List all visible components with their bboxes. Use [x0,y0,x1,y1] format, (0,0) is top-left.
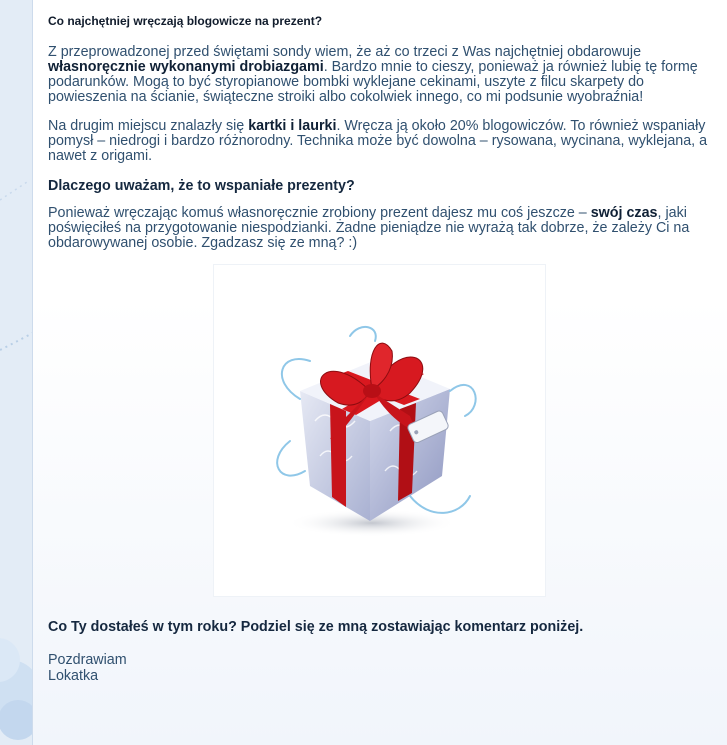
bold-phrase: własnoręcznie wykonanymi drobiazgami [48,59,324,75]
gift-image [214,265,545,596]
bold-phrase: swój czas [590,205,658,221]
bold-phrase: kartki i laurki [248,118,337,134]
post-heading: Co najchętniej wręczają blogowicze na prezent? [48,14,323,28]
gift-box-icon [260,311,500,551]
blog-post [32,0,727,745]
comment-question: Co Ty dostałeś w tym roku? Podziel się ze mną zostawiając komentarz poniżej. [48,619,584,635]
author-name: Lokatka [48,668,99,684]
signature [48,652,709,684]
paragraph-2: Na drugim miejscu znalazły się kartki i laurki. Wręcza ją około 20% blogowiczów. To również wspaniały pomysł – niedrogi i bardzo różnorodny. Technika może być dowolna – rysowana, wycinana, wyklejana, a nawet z origami. [48,118,708,164]
post-subheading: Dlaczego uważam, że to wspaniałe prezenty? [48,178,355,194]
paragraph-3: Ponieważ wręczając komuś własnoręcznie zrobiony prezent dajesz mu coś jeszcze – swój czas, jaki poświęciłeś na przygotowanie niespodzianki. Żadne pieniądze nie wyrażą tak dobrze, że zależy Ci na obdarowywanej osobie. Zgadzasz się ze mną? :) [48,205,690,251]
greeting: Pozdrawiam [48,652,127,668]
paragraph-1: Z przeprowadzonej przed świętami sondy wiem, że aż co trzeci z Was najchętniej obdarowuje własnoręcznie wykonanymi drobiazgami. Bardzo mnie to cieszy, ponieważ ja również lubię tę formę podarunków. Mogą to być styropianowe bombki wyklejane cekinami, uszyte z filcu skarpety do powieszenia na ścianie, świąteczne stroiki albo cokolwiek innego, co mi podsunie wyobraźnia! [48,44,698,105]
